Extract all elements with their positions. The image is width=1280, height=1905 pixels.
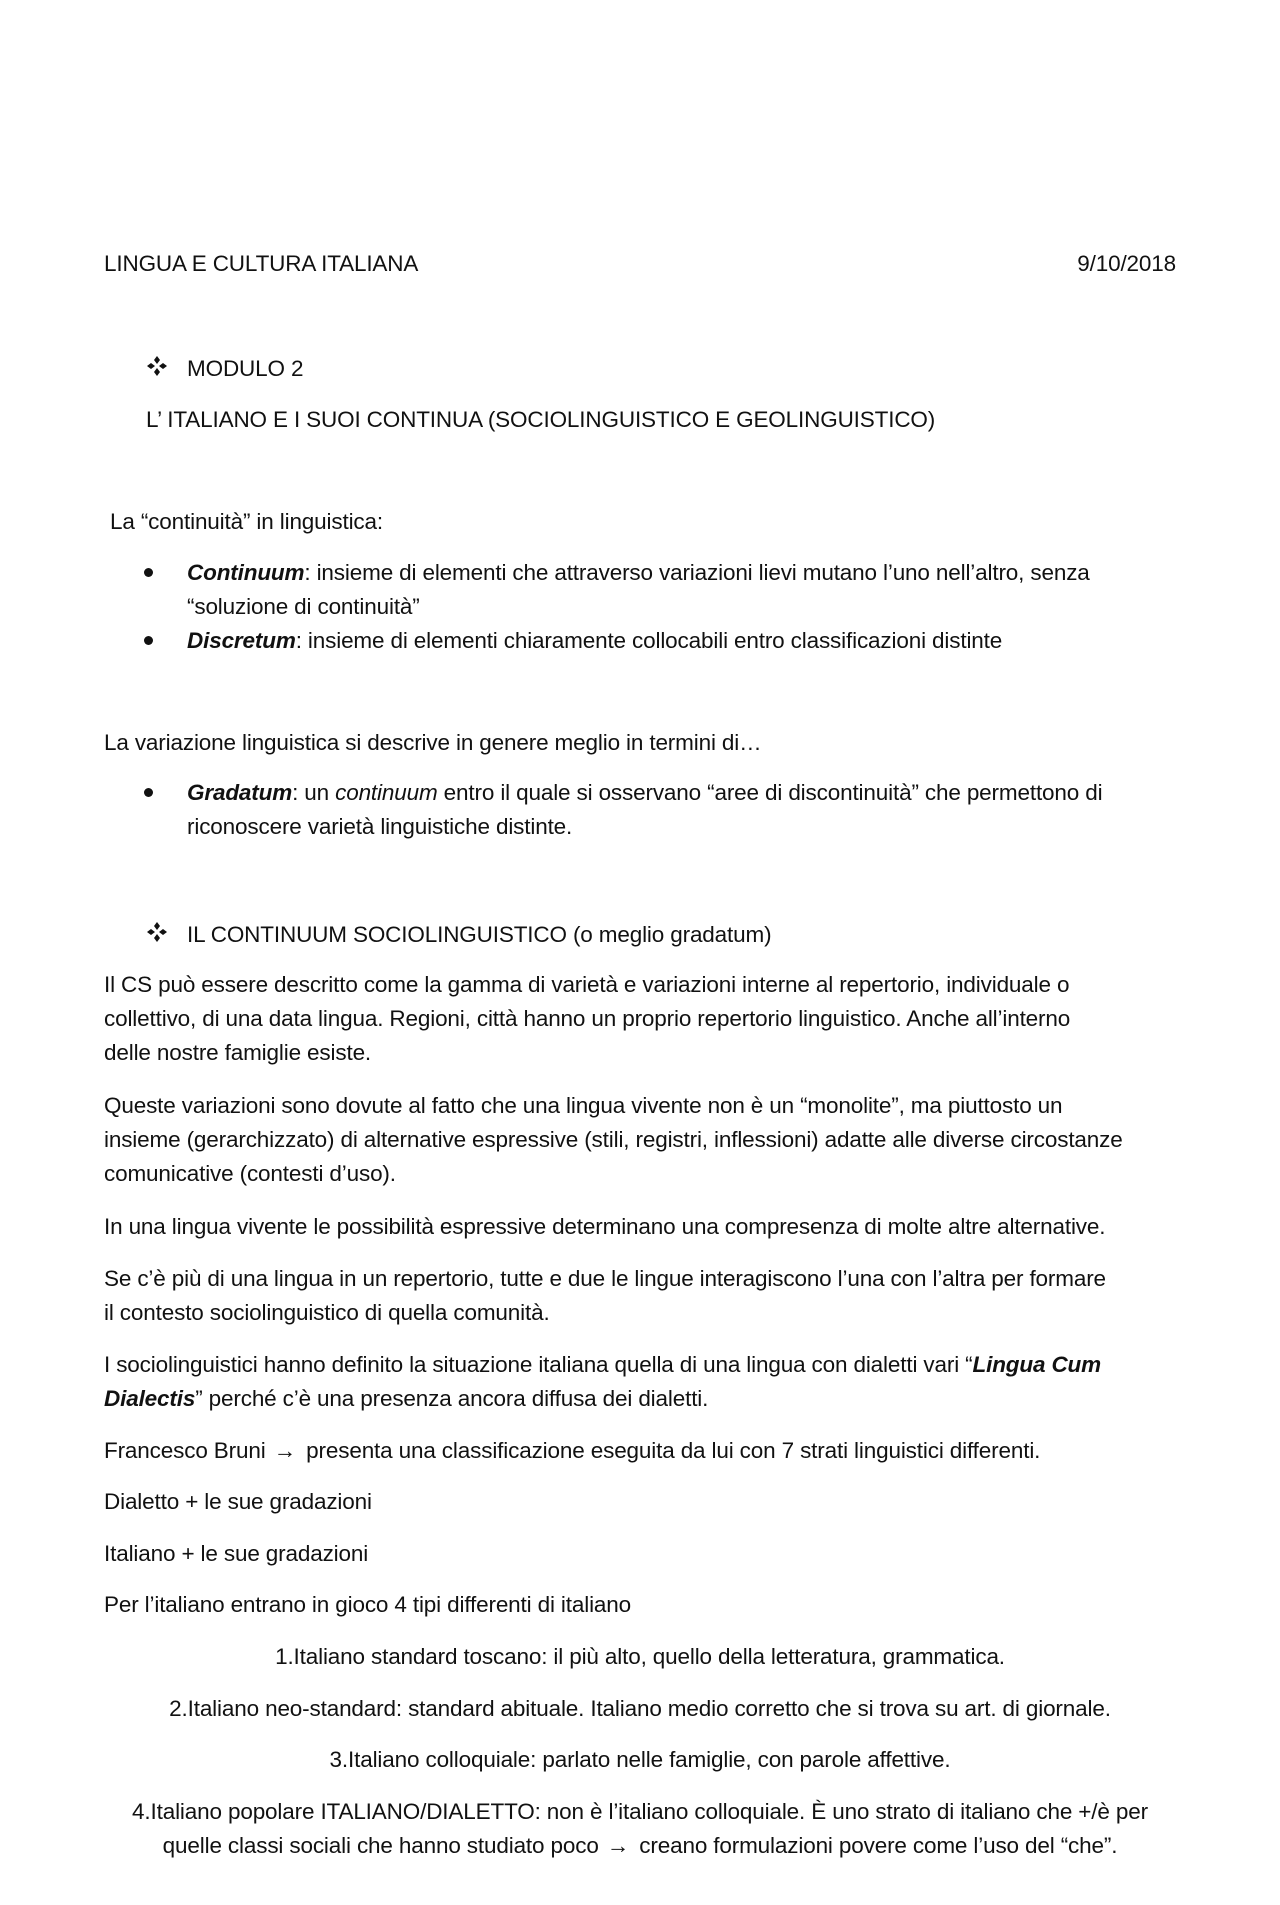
paragraph-francesco-bruni: Francesco Bruni → presenta una classificazione eseguita da lui con 7 strati linguistici differenti.: [104, 1434, 1184, 1468]
continuum-italic: continuum: [335, 780, 438, 805]
continuum-definition: : insieme di elementi che attraverso variazioni lievi mutano l’uno nell’altro, senza: [304, 560, 1090, 585]
variation-intro: La variazione linguistica si descrive in genere meglio in termini di…: [104, 730, 762, 755]
gradatum-item-line1: Gradatum: un continuum entro il quale si osservano “aree di discontinuità” che permettono di: [187, 780, 1103, 805]
course-title: LINGUA E CULTURA ITALIANA: [104, 251, 419, 276]
right-arrow-icon: →: [273, 1438, 297, 1463]
continuity-intro: La “continuità” in linguistica:: [110, 509, 383, 534]
discretum-definition: : insieme di elementi chiaramente collocabili entro classificazioni distinte: [295, 628, 1003, 653]
module-subtitle: L’ ITALIANO E I SUOI CONTINUA (SOCIOLINGUISTICO E GEOLINGUISTICO): [146, 407, 936, 432]
continuum-item-line1: [187, 556, 1090, 590]
discretum-item: [187, 624, 1002, 658]
paragraph-cs-definition: Il CS può essere descritto come la gamma di varietà e variazioni interne al repertorio, individuale o collettivo, di una data lingua. Regioni, città hanno un proprio repertorio linguistico. Anche all’interno delle nostre famiglie esiste.: [104, 972, 1071, 1065]
continuum-term: Continuum: [187, 560, 305, 585]
italian-type-4-line2: quelle classi sociali che hanno studiato poco → creano formulazioni povere come l’uso del “che”.: [104, 1829, 1176, 1863]
gradatum-item-line2: riconoscere varietà linguistiche distinte.: [187, 814, 573, 839]
bullet-dot-icon: [144, 568, 153, 577]
italian-type-4-line1: 4.Italiano popolare ITALIANO/DIALETTO: non è l’italiano colloquiale. È uno strato di italiano che +/è per: [132, 1799, 1148, 1824]
paragraph-variations: Queste variazioni sono dovute al fatto che una lingua vivente non è un “monolite”, ma piuttosto un insieme (gerarchizzato) di alternative espressive (stili, registri, inflessioni) adatte alle diverse circostanze comunicative (contesti d’uso).: [104, 1093, 1123, 1186]
right-arrow-icon: →: [606, 1833, 630, 1858]
paragraph-four-types: Per l’italiano entrano in gioco 4 tipi differenti di italiano: [104, 1592, 632, 1617]
bullet-dot-icon: [144, 788, 153, 797]
italian-type-2: 2.Italiano neo-standard: standard abituale. Italiano medio corretto che si trova su art. di giornale.: [169, 1696, 1111, 1721]
document-date: 9/10/2018: [1077, 251, 1176, 276]
module-label: MODULO 2: [187, 356, 304, 381]
italian-type-3: 3.Italiano colloquiale: parlato nelle famiglie, con parole affettive.: [329, 1747, 951, 1772]
discretum-term: Discretum: [187, 628, 296, 653]
four-diamond-bullet-icon: [146, 921, 168, 943]
paragraph-repertoire: Se c’è più di una lingua in un repertorio, tutte e due le lingue interagiscono l’una con l’altra per formare il contesto sociolinguistico di quella comunità.: [104, 1266, 1106, 1325]
paragraph-italiano: Italiano + le sue gradazioni: [104, 1541, 369, 1566]
gradatum-term: Gradatum: [187, 780, 293, 805]
four-diamond-bullet-icon: [146, 355, 168, 377]
paragraph-dialetto: Dialetto + le sue gradazioni: [104, 1489, 372, 1514]
continuum-item-line2: “soluzione di continuità”: [187, 594, 420, 619]
section-heading-continuum: IL CONTINUUM SOCIOLINGUISTICO (o meglio gradatum): [187, 922, 772, 947]
bullet-dot-icon: [144, 636, 153, 645]
italian-type-1: 1.Italiano standard toscano: il più alto, quello della letteratura, grammatica.: [275, 1644, 1005, 1669]
paragraph-possibilities: In una lingua vivente le possibilità espressive determinano una compresenza di molte altre alternative.: [104, 1214, 1106, 1239]
paragraph-lingua-cum-dialectis: I sociolinguistici hanno definito la situazione italiana quella di una lingua con dialetti vari “Lingua Cum Dialectis” perché c’è una presenza ancora diffusa dei dialetti.: [104, 1352, 1101, 1411]
